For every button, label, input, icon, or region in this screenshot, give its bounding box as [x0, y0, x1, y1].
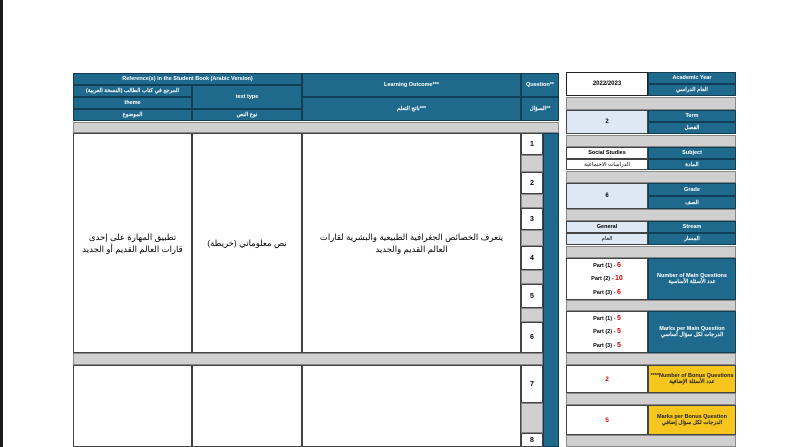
- separator-row: [566, 171, 736, 183]
- subject-label-en: Subject: [648, 147, 736, 159]
- bonus-questions-value: 2: [566, 365, 648, 393]
- separator-row: [566, 209, 736, 221]
- separator-row: [73, 122, 559, 133]
- term-label-ar: الفصل: [648, 122, 736, 134]
- question-gap: [521, 270, 543, 284]
- main-part-2: Part (2) - 10: [591, 275, 623, 283]
- marks-part-3: Part (3) - 5: [593, 341, 621, 349]
- header-question-en: Question**: [521, 73, 559, 97]
- main-questions-label-en: Number of Main Questions: [657, 273, 727, 279]
- subject-value-en: Social Studies: [566, 147, 648, 159]
- header-question-ar: السؤال**: [521, 97, 559, 121]
- bonus-questions-label: [648, 365, 736, 393]
- learning-outcome-cell: يتعرف الخصائص الجغرافية الطبيعية والبشرية لقارات العالم القديم والجديد: [302, 133, 521, 353]
- question-number-1: 1: [521, 133, 543, 155]
- header-text-type-en: text type: [192, 85, 302, 109]
- main-questions-parts: [566, 258, 648, 300]
- separator-row: [566, 435, 736, 447]
- main-part-1: Part (1) - 6: [593, 262, 621, 270]
- topic-cell-empty: [73, 365, 192, 447]
- learning-outcome-cell-empty: [302, 365, 521, 447]
- main-questions-label: [648, 258, 736, 300]
- subject-label-ar: المادة: [648, 159, 736, 170]
- marks-part-2: Part (2) - 5: [593, 328, 621, 336]
- header-learning-outcome-en: Learning Outcome***: [302, 73, 521, 97]
- part-label-strip: [543, 133, 559, 447]
- marks-main-label: [648, 311, 736, 353]
- header-topic-ar: الموضوع: [73, 109, 192, 121]
- grade-label-en: Grade: [648, 183, 736, 196]
- marks-part-1: Part (1) - 5: [593, 315, 621, 323]
- separator-row: [566, 353, 736, 365]
- separator-row: [73, 353, 543, 365]
- subject-value-ar: الدراسات الاجتماعية: [566, 159, 648, 170]
- marks-bonus-label: [648, 405, 736, 435]
- question-gap: [521, 155, 543, 172]
- question-number-7: 7: [521, 365, 543, 403]
- separator-row: [566, 300, 736, 311]
- academic-year-label-ar: العام الدراسي: [648, 84, 736, 96]
- marks-bonus-label-ar: الدرجات لكل سؤال إضافي: [661, 420, 723, 426]
- text-type-cell: نص معلوماتي (خريطة): [192, 133, 302, 353]
- header-reference-ar: المرجع في كتاب الطالب (النسخة العربية): [73, 85, 192, 97]
- stream-value-ar: العام: [566, 233, 648, 245]
- question-gap: [521, 403, 543, 433]
- separator-row: [566, 135, 736, 147]
- bonus-questions-label-en: ****Number of Bonus Questions: [650, 373, 734, 379]
- header-theme-en: theme: [73, 97, 192, 109]
- main-questions-label-ar: عدد الأسئلة الأساسية: [668, 279, 716, 285]
- separator-row: [566, 393, 736, 405]
- term-label-en: Term: [648, 110, 736, 122]
- question-number-5: 5: [521, 284, 543, 308]
- marks-main-label-en: Marks per Main Question: [659, 326, 725, 332]
- academic-year-label-en: Academic Year: [648, 72, 736, 84]
- topic-cell: تطبيق المهارة على إحدى قارات العالم القديم أو الجديد: [73, 133, 192, 353]
- marks-bonus-label-en: Marks per Bonus Question: [657, 414, 727, 420]
- academic-year-value: 2022/2023: [566, 72, 648, 96]
- question-number-3: 3: [521, 208, 543, 230]
- separator-row: [566, 97, 736, 110]
- question-number-6: 6: [521, 322, 543, 353]
- stream-value-en: General: [566, 221, 648, 233]
- question-number-4: 4: [521, 246, 543, 270]
- header-reference-en: Reference(s) in the Student Book (Arabic Version): [73, 73, 302, 85]
- grade-value: 6: [566, 183, 648, 209]
- marks-main-label-ar: الدرجات لكل سؤال أساسي: [660, 332, 724, 338]
- question-gap: [521, 194, 543, 208]
- grade-label-ar: الصف: [648, 196, 736, 209]
- main-part-3: Part (3) - 6: [593, 288, 621, 296]
- question-gap: [521, 230, 543, 246]
- marks-bonus-value: 5: [566, 405, 648, 435]
- stream-label-en: Stream: [648, 221, 736, 233]
- marks-main-parts: [566, 311, 648, 353]
- term-value: 2: [566, 110, 648, 134]
- question-number-8: 8: [521, 433, 543, 447]
- header-learning-outcome-ar: ناتج التعلم***: [302, 97, 521, 121]
- header-text-type-ar: نوع النص: [192, 109, 302, 121]
- question-number-2: 2: [521, 172, 543, 194]
- stream-label-ar: المسار: [648, 233, 736, 245]
- question-gap: [521, 308, 543, 322]
- separator-row: [566, 246, 736, 258]
- left-black-edge: [0, 0, 3, 447]
- bonus-questions-label-ar: عدد الأسئلة الإضافية: [669, 379, 715, 385]
- text-type-cell-empty: [192, 365, 302, 447]
